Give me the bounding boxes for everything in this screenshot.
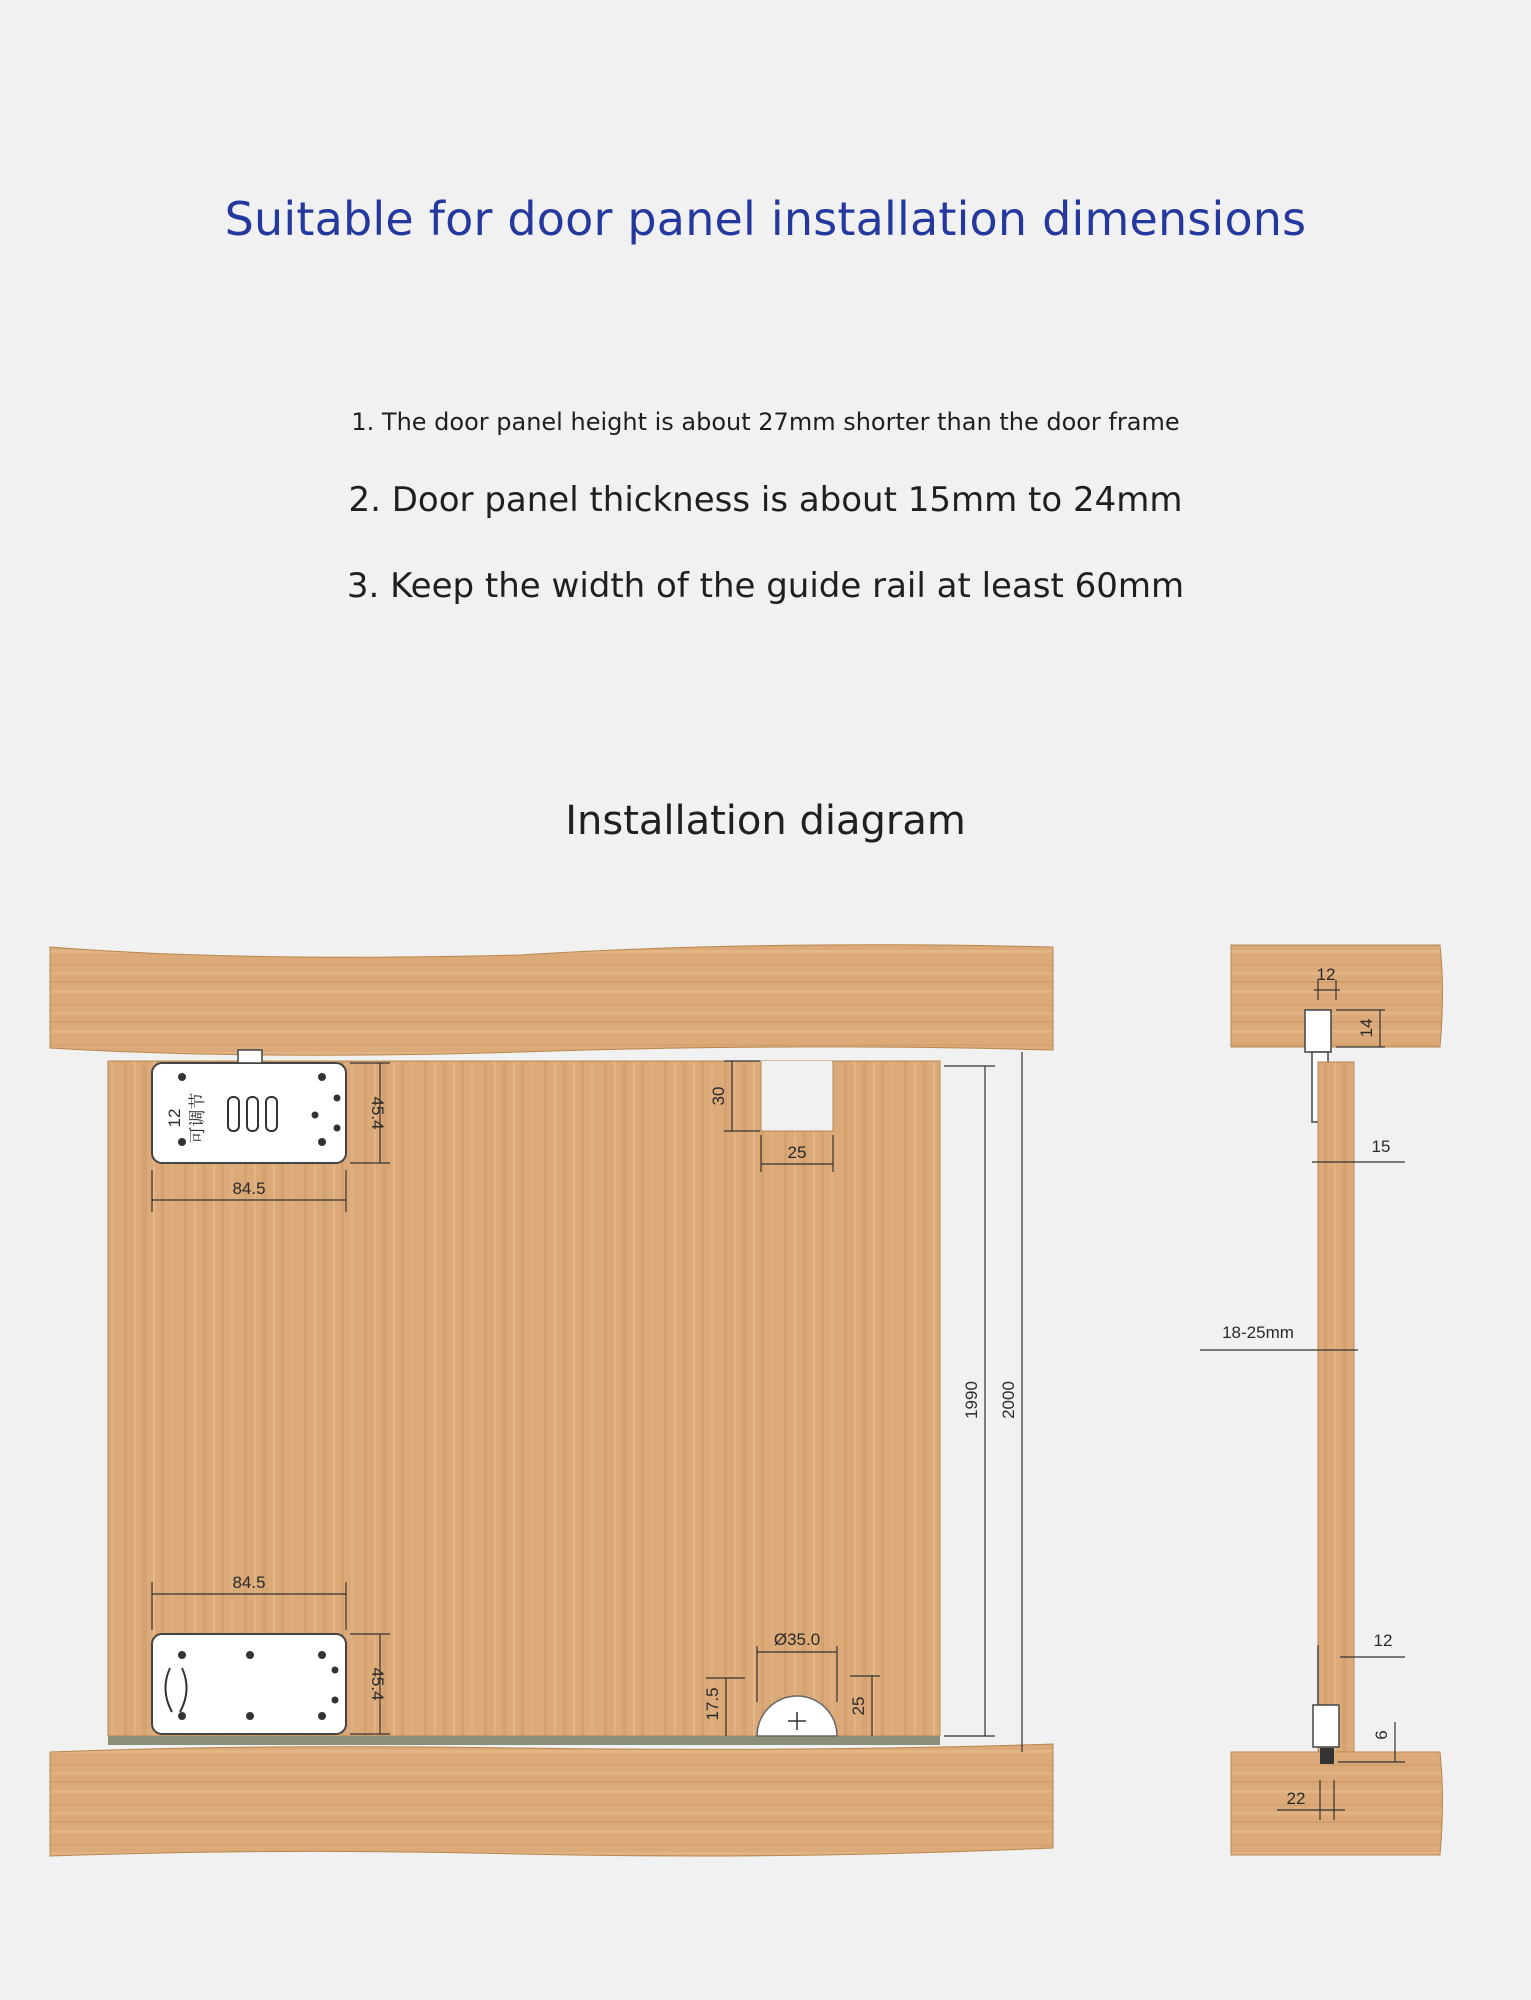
note-item: 1. The door panel height is about 27mm shorter than the door frame <box>351 408 1180 436</box>
hole-offset-label: 17.5 <box>703 1687 722 1721</box>
bottom-plate-height-label: 45.4 <box>368 1667 387 1701</box>
notch-width-label: 25 <box>787 1143 807 1162</box>
top-plate-height-label: 45.4 <box>368 1096 387 1130</box>
top-plate-note-label: 可调节 <box>188 1092 207 1144</box>
side-bottom-beam <box>1231 1752 1443 1855</box>
side-bottom-width-label: 12 <box>1373 1631 1393 1650</box>
side-bottom-depth-label: 6 <box>1372 1730 1391 1740</box>
note-item: 2. Door panel thickness is about 15mm to 24mm <box>348 480 1183 520</box>
side-top-width-label: 12 <box>1316 965 1336 984</box>
top-frame-beam <box>50 945 1053 1055</box>
page-title: Suitable for door panel installation dimensions <box>224 192 1307 246</box>
notch <box>761 1061 833 1131</box>
side-top-depth-label: 14 <box>1357 1018 1376 1038</box>
note-item: 3. Keep the width of the guide rail at least 60mm <box>346 566 1185 606</box>
bottom-plate-width-label: 84.5 <box>232 1573 266 1592</box>
panel-height-label: 1990 <box>962 1381 981 1419</box>
front-view <box>50 945 1053 1856</box>
side-door-panel <box>1318 1062 1354 1752</box>
bottom-frame-beam <box>50 1744 1053 1856</box>
side-panel-thickness-label: 15 <box>1371 1137 1391 1156</box>
top-plate-adjust-label: 12 <box>165 1108 184 1128</box>
floor-guide-strip <box>108 1736 940 1745</box>
hole-diameter-label: Ø35.0 <box>773 1630 821 1649</box>
top-plate-width-label: 84.5 <box>232 1179 266 1198</box>
side-gap-label: 18-25mm <box>1222 1323 1294 1342</box>
side-guide-offset-label: 22 <box>1286 1789 1306 1808</box>
side-view <box>1200 945 1443 1855</box>
side-top-beam <box>1231 945 1443 1047</box>
frame-height-label: 2000 <box>999 1381 1018 1419</box>
notch-depth-label: 30 <box>709 1086 728 1106</box>
hole-height-label: 25 <box>849 1696 868 1716</box>
diagram-title: Installation diagram <box>565 798 966 844</box>
